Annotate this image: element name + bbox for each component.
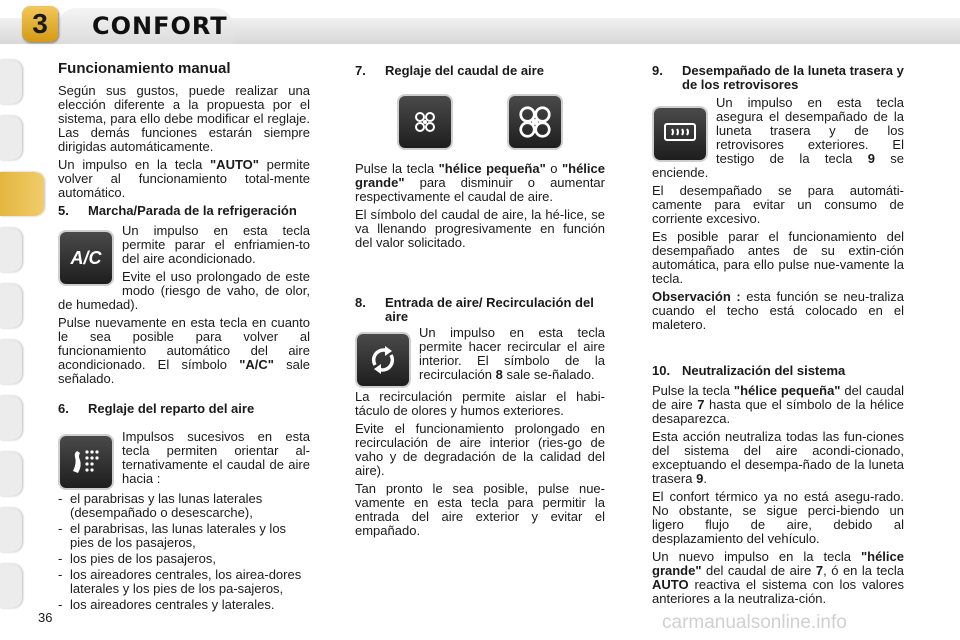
- text: Pulse nuevamente en esta tecla en cuanto le sea posible para volver al funcionamiento automático del aire acondicionado. El símbolo: [58, 315, 310, 372]
- large-fan-label: "hélice grande": [355, 161, 605, 190]
- side-tab-9[interactable]: [0, 508, 22, 552]
- side-tab-5[interactable]: [0, 284, 22, 328]
- fan-icons: [355, 96, 605, 148]
- list-item: - los aireadores centrales y laterales.: [58, 598, 310, 612]
- section-10-heading: [652, 364, 904, 378]
- s6-paragraph-1: Impulsos sucesivos en esta tecla permiten orientar al-ternativamente el caudal de aire hacia :: [122, 430, 310, 486]
- reference-number: 7: [697, 397, 705, 412]
- s8-paragraph-4: Tan pronto le sea posible, pulse nue-vamente en esta tecla para permitir la entrada del aire exterior y evitar el empañado.: [355, 481, 605, 538]
- distribution-list: [58, 492, 310, 612]
- fan-small-icon: [399, 96, 451, 148]
- side-tab-1[interactable]: [0, 60, 22, 104]
- reference-number: 8: [495, 367, 503, 382]
- intro-paragraph-1: Según sus gustos, puede realizar una elección diferente a la propuesta por el sistema, para ello debe modificar el reglaje. Las demás funciones estarán siempre dirigidas automáticamente.: [58, 83, 310, 154]
- section-title: Desempañado de la luneta trasera y de los retrovisores: [682, 63, 904, 92]
- text: Un impulso en la tecla: [58, 157, 211, 172]
- s10-paragraph-1: [652, 384, 904, 426]
- note-label: Observación :: [652, 289, 741, 304]
- fan-large-icon: [509, 96, 561, 148]
- side-tab-6[interactable]: [0, 340, 22, 384]
- chapter-number: 3: [22, 6, 58, 42]
- text: esta función se neu-traliza cuando el techo está colocado en el maletero.: [652, 289, 904, 332]
- s5-paragraph-1: Un impulso en esta tecla permite parar el enfriamien-to del aire acondicionado.: [122, 224, 310, 266]
- section-9-heading: [652, 64, 904, 92]
- text: Esta acción neutraliza todas las fun-ciones del sistema del aire acondi-cionado, exceptuando el desempa-ñado de la luneta trasera: [652, 429, 904, 486]
- section-8-body: [355, 326, 605, 390]
- ac-label: "A/C": [239, 357, 274, 372]
- side-tab-10[interactable]: [0, 564, 22, 608]
- s9-paragraph-4: [652, 290, 904, 332]
- text: .: [703, 471, 707, 486]
- text: del caudal de aire: [652, 383, 905, 412]
- text: para disminuir o aumentar respectivamente el caudal de aire.: [355, 175, 605, 204]
- text: Un impulso en esta tecla permite hacer recircular el aire interior. El símbolo de la recirculación: [419, 326, 605, 382]
- section-number: 9.: [652, 63, 663, 78]
- s8-paragraph-2: La recirculación permite aislar el habi-táculo de olores y humos exteriores.: [355, 389, 605, 418]
- section-title: Entrada de aire/ Recirculación del aire: [385, 295, 594, 324]
- s10-paragraph-3: El confort térmico ya no está asegu-rado. No obstante, se sigue perci-biendo un ligero flujo de aire, debido al desplazamiento del vehículo.: [652, 489, 904, 546]
- section-7-heading: [355, 64, 605, 78]
- text: , ó en la tecla: [823, 563, 905, 578]
- text: reactiva el sistema con los valores anteriores a la neutraliza-ción.: [652, 577, 904, 606]
- rear-defrost-icon: [654, 108, 706, 160]
- list-item: - los pies de los pasajeros,: [58, 552, 310, 566]
- section-9-body: [652, 96, 904, 184]
- text: sale se-ñalado.: [502, 367, 595, 382]
- section-number: 7.: [355, 63, 366, 78]
- reference-number: 9: [696, 471, 704, 486]
- s10-paragraph-2: [652, 430, 904, 486]
- s9-paragraph-2: El desempañado se para automáti-camente para evitar un consumo de corriente excesivo.: [652, 183, 904, 226]
- ac-icon-text: A/C: [70, 248, 102, 268]
- section-5-heading: [58, 204, 310, 218]
- list-item: - el parabrisas y las lunas laterales (desempañado o desescarche),: [58, 492, 310, 520]
- s7-paragraph-1: [355, 162, 605, 204]
- s10-paragraph-4: [652, 550, 904, 606]
- intro-paragraph-2: [58, 158, 310, 200]
- reference-number: 9: [867, 151, 875, 166]
- section-title: Reglaje del caudal de aire: [385, 63, 544, 78]
- text: Pulse la tecla: [652, 383, 734, 398]
- recirculation-icon: [357, 334, 409, 386]
- large-fan-label: "hélice grande": [652, 549, 904, 578]
- column-1: [58, 60, 310, 614]
- list-item: - el parabrisas, las lunas laterales y los pies de los pasajeros,: [58, 522, 310, 550]
- section-number: 10.: [652, 363, 671, 378]
- side-tab-8[interactable]: [0, 452, 22, 496]
- s9-paragraph-3: Es posible parar el funcionamiento del desempañado antes de su extin-ción automática, para ello pulse nue-vamente la tecla.: [652, 229, 904, 286]
- s5-paragraph-3: [58, 316, 310, 386]
- section-number: 5.: [58, 203, 69, 218]
- text: del caudal de aire: [701, 563, 816, 578]
- side-tab-2[interactable]: [0, 116, 22, 160]
- text: Un nuevo impulso en la tecla: [652, 549, 861, 564]
- text: hasta que el símbolo de la hélice desaparezca.: [652, 397, 904, 426]
- side-tab-4[interactable]: [0, 228, 22, 272]
- ac-button-icon: [60, 232, 112, 284]
- reference-number: 7: [815, 563, 824, 578]
- side-tab-7[interactable]: [0, 396, 22, 440]
- section-title: Funcionamiento manual: [58, 60, 231, 77]
- side-tab-3-active[interactable]: [0, 172, 44, 216]
- auto-key-label: AUTO: [652, 577, 689, 592]
- section-title: Neutralización del sistema: [682, 363, 846, 378]
- section-number: 8.: [355, 295, 366, 310]
- section-title: Marcha/Parada de la refrigeración: [88, 203, 297, 218]
- section-5-body: [58, 224, 310, 390]
- section-6-heading: [58, 402, 310, 416]
- page-title: CONFORT: [92, 12, 228, 40]
- section-number: 6.: [58, 401, 69, 416]
- column-2: [355, 60, 605, 542]
- text: Pulse la tecla: [355, 161, 439, 176]
- section-title: Reglaje del reparto del aire: [88, 401, 255, 416]
- air-distribution-icon: [60, 436, 112, 488]
- text: o: [545, 161, 562, 176]
- side-tabs: [0, 60, 48, 600]
- small-fan-label: "hélice pequeña": [438, 161, 546, 176]
- s8-paragraph-3: Evite el funcionamiento prolongado en recirculación de aire interior (ries-go de vaho y de degradación de la calidad del aire).: [355, 421, 605, 478]
- list-item: - los aireadores centrales, los airea-dores laterales y los pies de los pa-sajeros,: [58, 568, 310, 596]
- small-fan-label: "hélice pequeña": [733, 383, 841, 398]
- text: sale señalado.: [58, 357, 310, 386]
- auto-key-label: "AUTO": [210, 157, 259, 172]
- s5-paragraph-2: Evite el uso prolongado de este modo (riesgo de vaho, de olor, de humedad).: [58, 269, 310, 312]
- text: se enciende.: [652, 151, 904, 180]
- text: Un impulso en esta tecla asegura el desempañado de la luneta trasera y de los retrovisores exteriores. El testigo de la tecla: [716, 96, 904, 166]
- page-number: 36: [38, 610, 53, 625]
- section-6-body: [58, 430, 310, 492]
- page-header: [0, 0, 960, 48]
- watermark: carmanualsonline.info: [662, 612, 847, 633]
- section-8-heading: [355, 296, 605, 324]
- column-3: [652, 60, 904, 610]
- s7-paragraph-2: El símbolo del caudal de aire, la hé-lice, se va llenando progresivamente en función del valor solicitado.: [355, 207, 605, 250]
- text: permite volver al funcionamiento total-mente automático.: [58, 157, 310, 200]
